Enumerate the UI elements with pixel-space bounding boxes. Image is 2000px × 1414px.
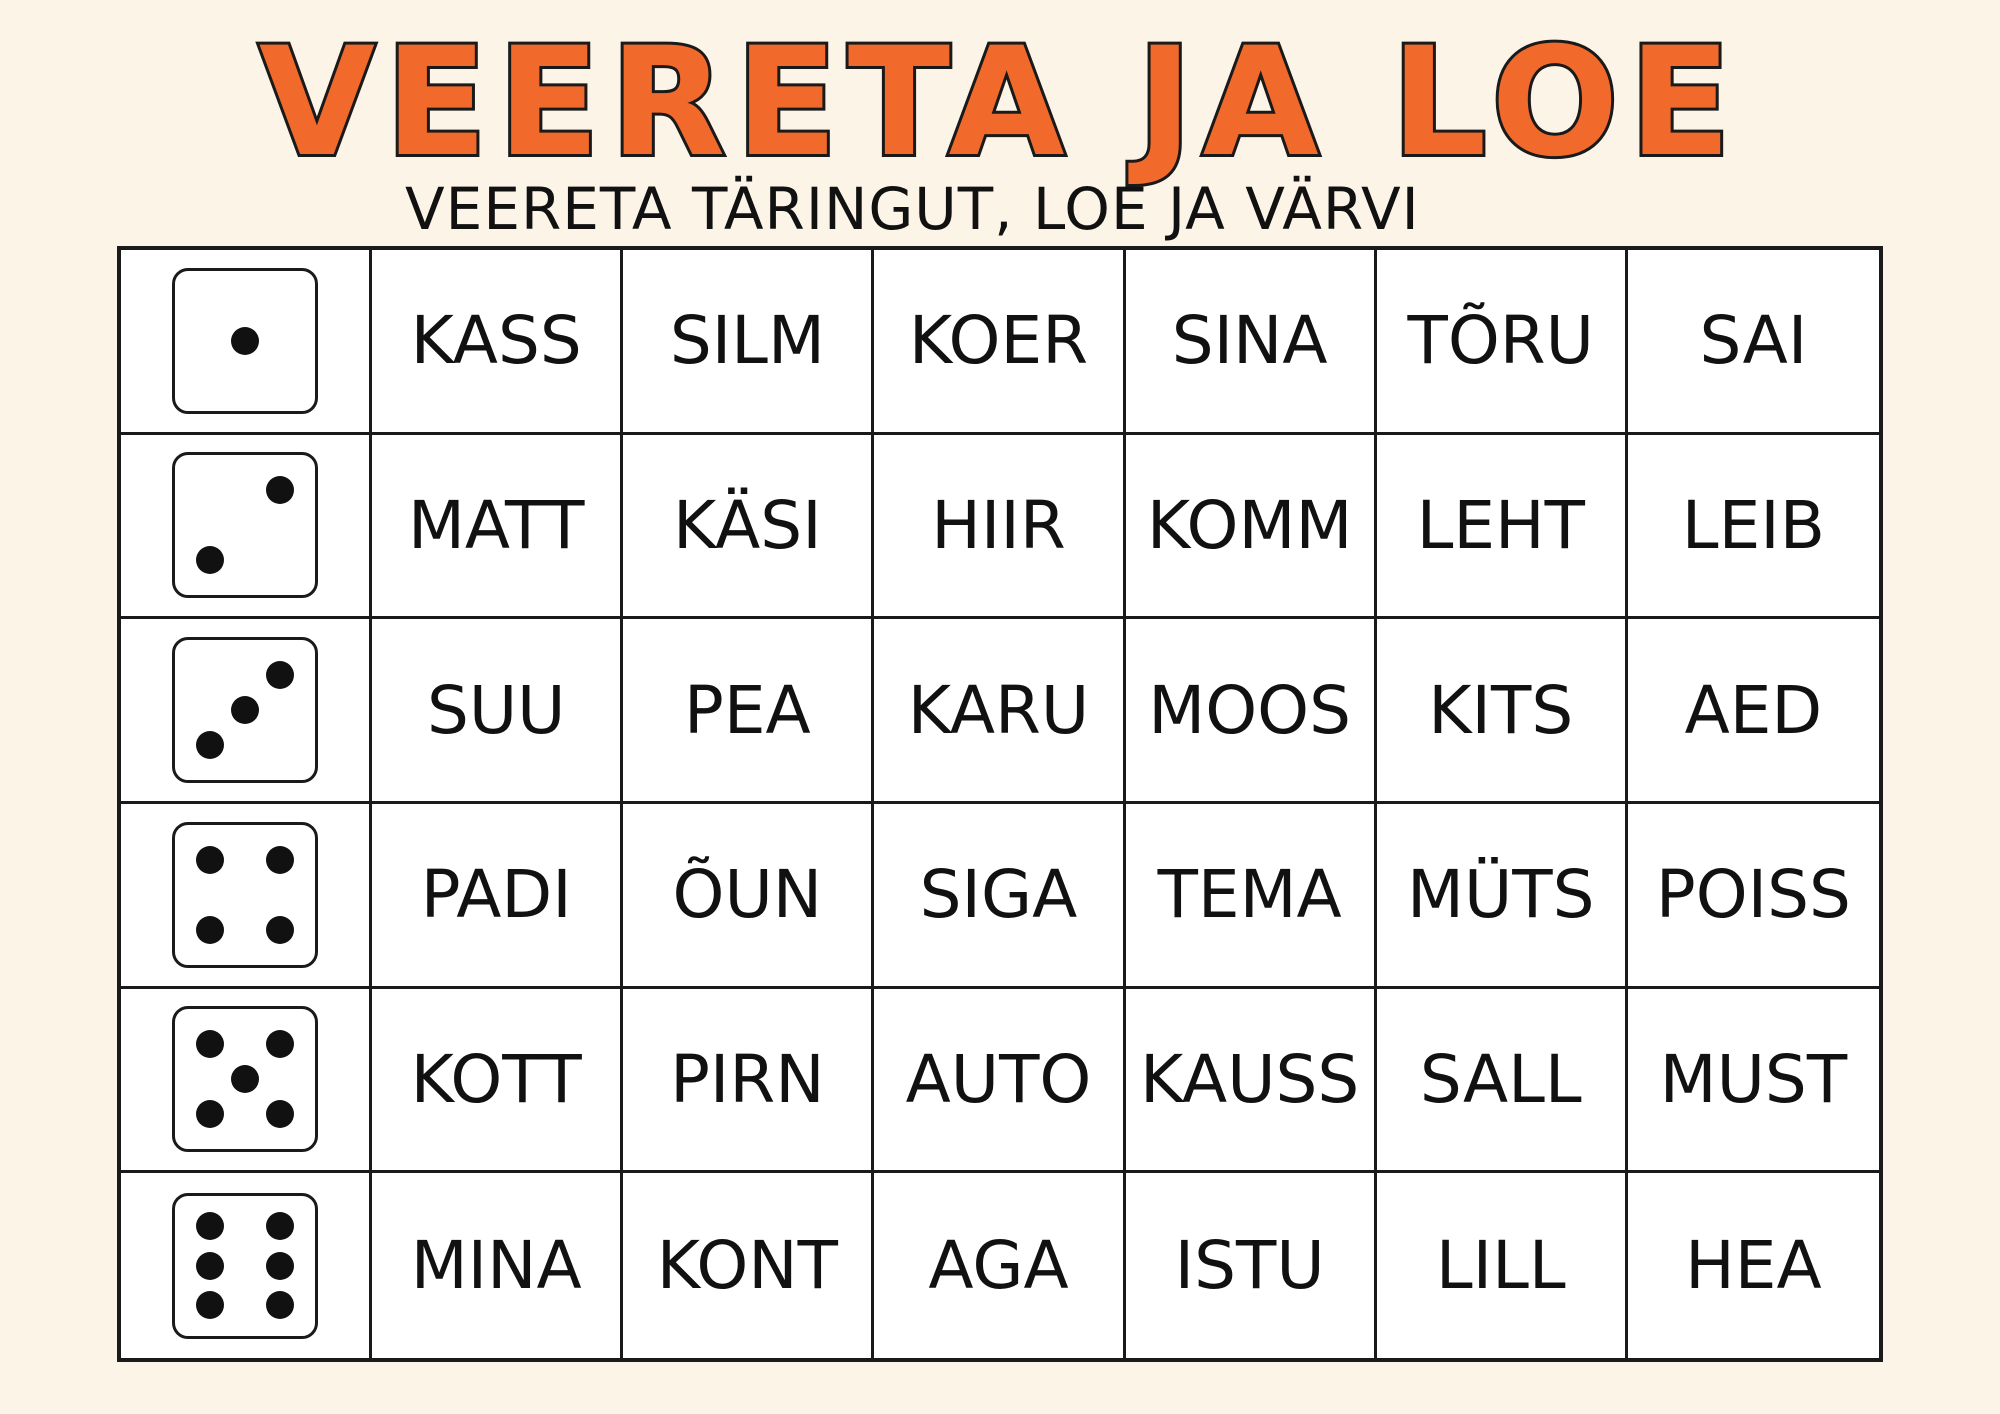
word-cell[interactable]: KAUSS (1126, 989, 1377, 1174)
word-cell[interactable]: ÕUN (623, 804, 874, 989)
die-pip (231, 696, 259, 724)
word-cell[interactable]: POISS (1628, 804, 1879, 989)
word-grid (117, 246, 1883, 1362)
die-pip (266, 1212, 294, 1240)
word-cell[interactable]: PADI (372, 804, 623, 989)
die-cell (121, 250, 372, 435)
word-cell[interactable]: SILM (623, 250, 874, 435)
die-pip (266, 846, 294, 874)
die-cell (121, 435, 372, 620)
die-pip (266, 1252, 294, 1280)
die-pip (266, 1291, 294, 1319)
die-pip (196, 1212, 224, 1240)
word-cell[interactable]: SAI (1628, 250, 1879, 435)
word-cell[interactable]: KÄSI (623, 435, 874, 620)
die-face-4-icon (172, 822, 318, 968)
word-cell[interactable]: SINA (1126, 250, 1377, 435)
word-cell[interactable]: SUU (372, 619, 623, 804)
word-cell[interactable]: LILL (1377, 1173, 1628, 1358)
word-cell[interactable]: SALL (1377, 989, 1628, 1174)
word-cell[interactable]: TÕRU (1377, 250, 1628, 435)
word-cell[interactable]: KASS (372, 250, 623, 435)
word-cell[interactable]: MINA (372, 1173, 623, 1358)
die-pip (196, 846, 224, 874)
die-pip (196, 1100, 224, 1128)
word-cell[interactable]: ISTU (1126, 1173, 1377, 1358)
die-cell (121, 1173, 372, 1358)
word-cell[interactable]: KONT (623, 1173, 874, 1358)
word-cell[interactable]: MOOS (1126, 619, 1377, 804)
die-face-5-icon (172, 1006, 318, 1152)
word-cell[interactable]: KITS (1377, 619, 1628, 804)
die-pip (231, 1065, 259, 1093)
die-cell (121, 619, 372, 804)
page-title: VEERETA JA LOE (258, 16, 1742, 190)
word-cell[interactable]: KARU (874, 619, 1125, 804)
die-pip (196, 1291, 224, 1319)
die-pip (196, 731, 224, 759)
die-face-2-icon (172, 452, 318, 598)
die-pip (266, 1030, 294, 1058)
word-cell[interactable]: MUST (1628, 989, 1879, 1174)
word-cell[interactable]: SIGA (874, 804, 1125, 989)
word-cell[interactable]: KOER (874, 250, 1125, 435)
word-cell[interactable]: MÜTS (1377, 804, 1628, 989)
die-pip (196, 546, 224, 574)
die-pip (196, 916, 224, 944)
word-cell[interactable]: PEA (623, 619, 874, 804)
die-pip (266, 661, 294, 689)
word-cell[interactable]: PIRN (623, 989, 874, 1174)
die-cell (121, 804, 372, 989)
word-cell[interactable]: KOTT (372, 989, 623, 1174)
die-pip (231, 327, 259, 355)
word-cell[interactable]: AED (1628, 619, 1879, 804)
word-cell[interactable]: MATT (372, 435, 623, 620)
word-cell[interactable]: TEMA (1126, 804, 1377, 989)
word-cell[interactable]: HIIR (874, 435, 1125, 620)
word-cell[interactable]: LEIB (1628, 435, 1879, 620)
die-pip (266, 1100, 294, 1128)
page-subtitle: VEERETA TÄRINGUT, LOE JA VÄRVI (405, 175, 1420, 243)
die-pip (266, 916, 294, 944)
word-cell[interactable]: AUTO (874, 989, 1125, 1174)
die-face-3-icon (172, 637, 318, 783)
die-pip (196, 1252, 224, 1280)
word-cell[interactable]: KOMM (1126, 435, 1377, 620)
die-pip (266, 476, 294, 504)
die-pip (196, 1030, 224, 1058)
die-face-1-icon (172, 268, 318, 414)
word-cell[interactable]: LEHT (1377, 435, 1628, 620)
word-cell[interactable]: HEA (1685, 1227, 1822, 1305)
word-cell[interactable]: AGA (874, 1173, 1125, 1358)
die-cell (121, 989, 372, 1174)
die-face-6-icon (172, 1193, 318, 1339)
